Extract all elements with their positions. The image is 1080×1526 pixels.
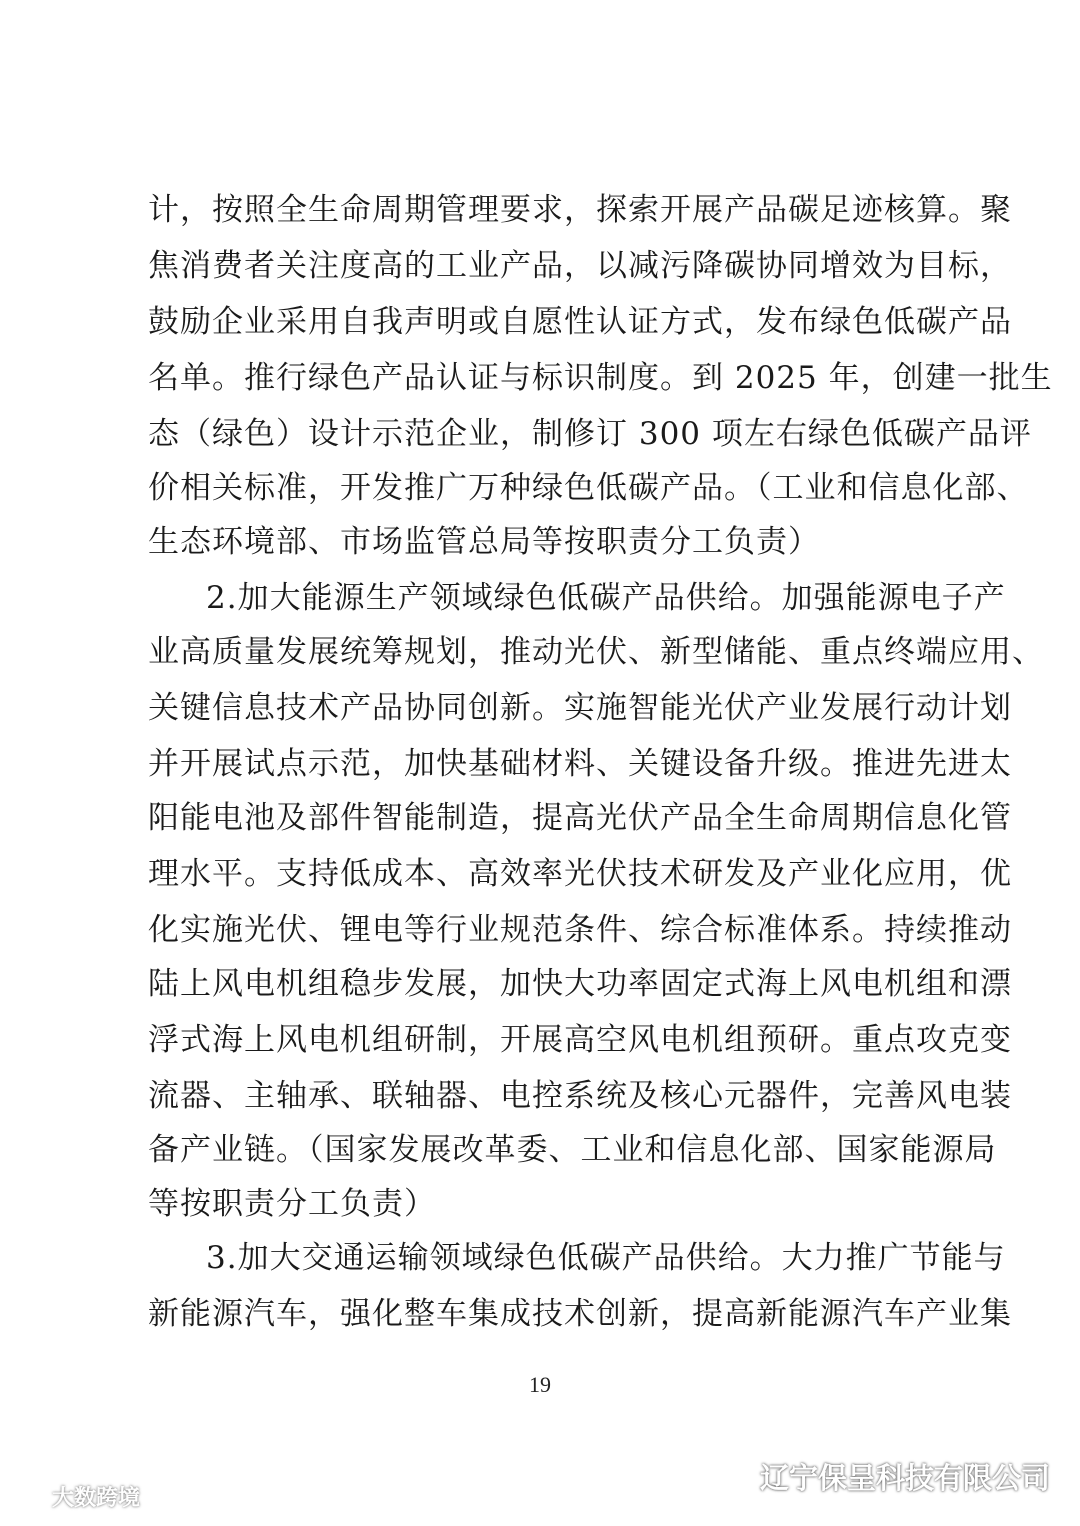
text-line: 浮式海上风电机组研制，开展高空风电机组预研。重点攻克变 — [148, 1022, 1012, 1058]
watermark-right — [712, 1456, 1050, 1496]
text-line: 化实施光伏、锂电等行业规范条件、综合标准体系。持续推动 — [148, 912, 1012, 948]
paragraph-heading-line: 3.加大交通运输领域绿色低碳产品供给。大力推广节能与 — [206, 1240, 1006, 1276]
text-line: 生态环境部、市场监管总局等按职责分工负责） — [148, 524, 820, 560]
text-line: 鼓励企业采用自我声明或自愿性认证方式，发布绿色低碳产品 — [148, 304, 1012, 340]
watermark-logo-icon — [8, 1481, 48, 1511]
text-line: 关键信息技术产品协同创新。实施智能光伏产业发展行动计划 — [148, 690, 1012, 726]
wechat-icon — [712, 1460, 750, 1492]
text-line: 计，按照全生命周期管理要求，探索开展产品碳足迹核算。聚 — [148, 192, 1012, 228]
text-line: 理水平。支持低成本、高效率光伏技术研发及产业化应用，优 — [148, 856, 1012, 892]
text-line: 备产业链。（国家发展改革委、工业和信息化部、国家能源局 — [148, 1132, 997, 1168]
text-line: 流器、主轴承、联轴器、电控系统及核心元器件，完善风电装 — [148, 1078, 1012, 1114]
page-number: 19 — [529, 1372, 551, 1397]
watermark-left — [8, 1478, 140, 1514]
text-line: 并开展试点示范，加快基础材料、关键设备升级。推进先进太 — [148, 746, 1012, 782]
text-line: 等按职责分工负责） — [148, 1186, 436, 1222]
text-line: 新能源汽车，强化整车集成技术创新，提高新能源汽车产业集 — [148, 1296, 1012, 1332]
watermark-left-text: 大数跨境 — [52, 1485, 141, 1511]
text-line: 陆上风电机组稳步发展，加快大功率固定式海上风电机组和漂 — [148, 966, 1012, 1002]
text-line: 价相关标准，开发推广万种绿色低碳产品。（工业和信息化部、 — [148, 470, 1029, 506]
text-line: 业高质量发展统筹规划，推动光伏、新型储能、重点终端应用、 — [148, 634, 1044, 670]
text-line: 阳能电池及部件智能制造，提高光伏产品全生命周期信息化管 — [148, 800, 1012, 836]
watermark-right-text: 辽宁保呈科技有限公司 — [759, 1460, 1050, 1495]
text-line: 焦消费者关注度高的工业产品，以减污降碳协同增效为目标， — [148, 248, 1012, 284]
text-line: 态（绿色）设计示范企业，制修订 300 项左右绿色低碳产品评 — [148, 416, 1032, 452]
paragraph-heading-line: 2.加大能源生产领域绿色低碳产品供给。加强能源电子产 — [206, 580, 1006, 616]
text-line: 名单。推行绿色产品认证与标识制度。到 2025 年，创建一批生 — [148, 360, 1053, 396]
